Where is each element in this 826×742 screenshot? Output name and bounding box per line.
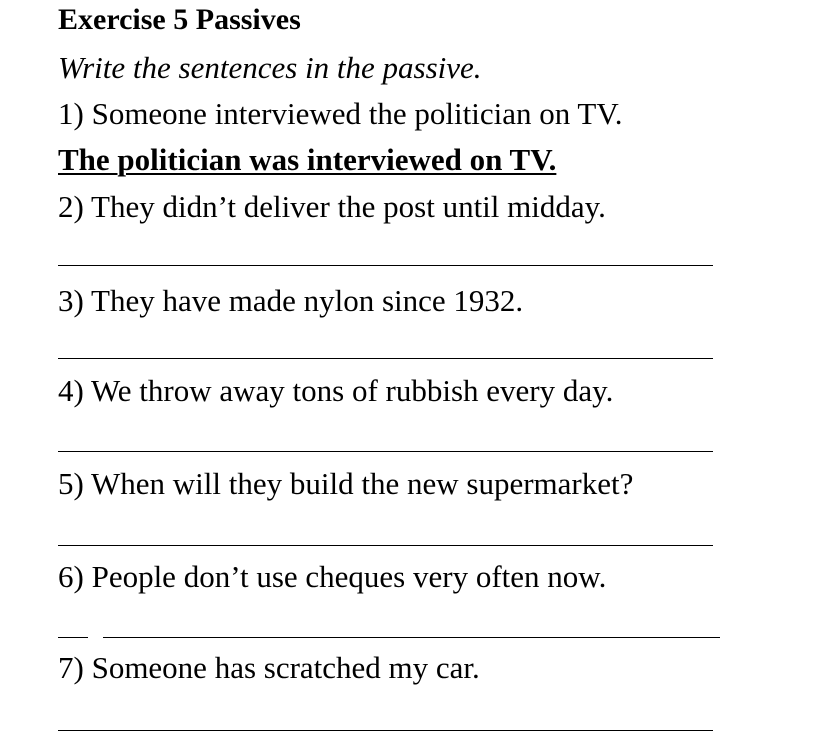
exercise-title: Exercise 5 Passives	[58, 3, 301, 36]
question-4: 4) We throw away tons of rubbish every day.	[58, 373, 614, 408]
answer-line-2[interactable]	[58, 265, 713, 266]
answer-line-7[interactable]	[58, 730, 713, 731]
question-2: 2) They didn’t deliver the post until midday.	[58, 189, 606, 224]
question-6: 6) People don’t use cheques very often now.	[58, 559, 607, 594]
answer-line-3[interactable]	[58, 358, 713, 359]
question-3: 3) They have made nylon since 1932.	[58, 283, 524, 318]
question-5: 5) When will they build the new supermarket?	[58, 466, 634, 501]
answer-line-6a[interactable]	[58, 637, 88, 638]
question-7: 7) Someone has scratched my car.	[58, 650, 480, 685]
answer-line-4[interactable]	[58, 451, 713, 452]
answer-line-6b[interactable]	[103, 637, 720, 638]
example-question: 1) Someone interviewed the politician on TV.	[58, 96, 623, 131]
exercise-instruction: Write the sentences in the passive.	[58, 50, 482, 85]
example-answer: The politician was interviewed on TV.	[58, 142, 557, 177]
answer-line-5[interactable]	[58, 545, 713, 546]
